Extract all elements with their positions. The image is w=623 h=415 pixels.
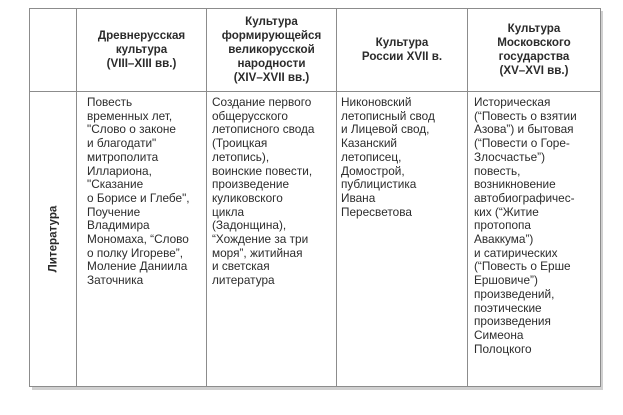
table-shadow-bottom bbox=[32, 387, 603, 390]
header-corner bbox=[30, 9, 77, 92]
table-body bbox=[30, 92, 601, 387]
header-great-russian bbox=[207, 9, 337, 92]
header-russia-17c-text: Культура России XVII в. bbox=[361, 36, 443, 63]
header-moscow-state bbox=[468, 9, 601, 92]
header-great-russian-text: Культура формирующейся великорусской народности (XIV–XVII вв.) bbox=[221, 15, 322, 84]
cell-russia-17c bbox=[337, 92, 468, 387]
header-moscow-state-text: Культура Московского государства (XV–XVI вв.) bbox=[497, 22, 571, 77]
header-russia-17c bbox=[337, 9, 468, 92]
row-label-cell bbox=[30, 92, 77, 387]
cell-great-russian-text: Создание первого общерусского летописного свода (Троицкая летопись), воинские повести, произведение куликовского цикла (Задонщина), “Хождение за три моря”, житийная и светская литература bbox=[212, 95, 315, 288]
table-row bbox=[30, 92, 601, 387]
cell-ancient-rus bbox=[77, 92, 207, 387]
header-ancient-rus-text: Древнерусская культура (VIII–XIII вв.) bbox=[97, 29, 186, 70]
cell-great-russian bbox=[207, 92, 337, 387]
cell-moscow-state bbox=[468, 92, 601, 387]
culture-table-container bbox=[29, 8, 600, 387]
header-ancient-rus bbox=[77, 9, 207, 92]
cell-ancient-rus-text: Повесть временных лет, "Слово о законе и благодати" митрополита Иллариона, "Сказание о Борисе и Глебе", Поучение Владимира Мономаха, “Слово о полку Игореве”, Моление Даниила Заточника bbox=[87, 95, 190, 288]
cell-russia-17c-text: Никоновский летописный свод и Лицевой свод, Казанский летописец, Домострой, публицистика Ивана Пересветова bbox=[341, 95, 435, 219]
row-label-literature: Литература bbox=[46, 205, 60, 273]
cell-moscow-state-text: Историческая (“Повесть о взятии Азова”) и бытовая (“Повести о Горе- Злосчастье”) повесть, возникновение автобиографичес- ких (“Житие протопопа Аваккума”) и сатирических (“Повесть о Ерше Ершовиче”) произведений, поэтические произведения Симеона Полоцкого bbox=[474, 95, 577, 356]
header-row bbox=[30, 9, 601, 92]
culture-table bbox=[29, 8, 601, 387]
table-header bbox=[30, 9, 601, 92]
